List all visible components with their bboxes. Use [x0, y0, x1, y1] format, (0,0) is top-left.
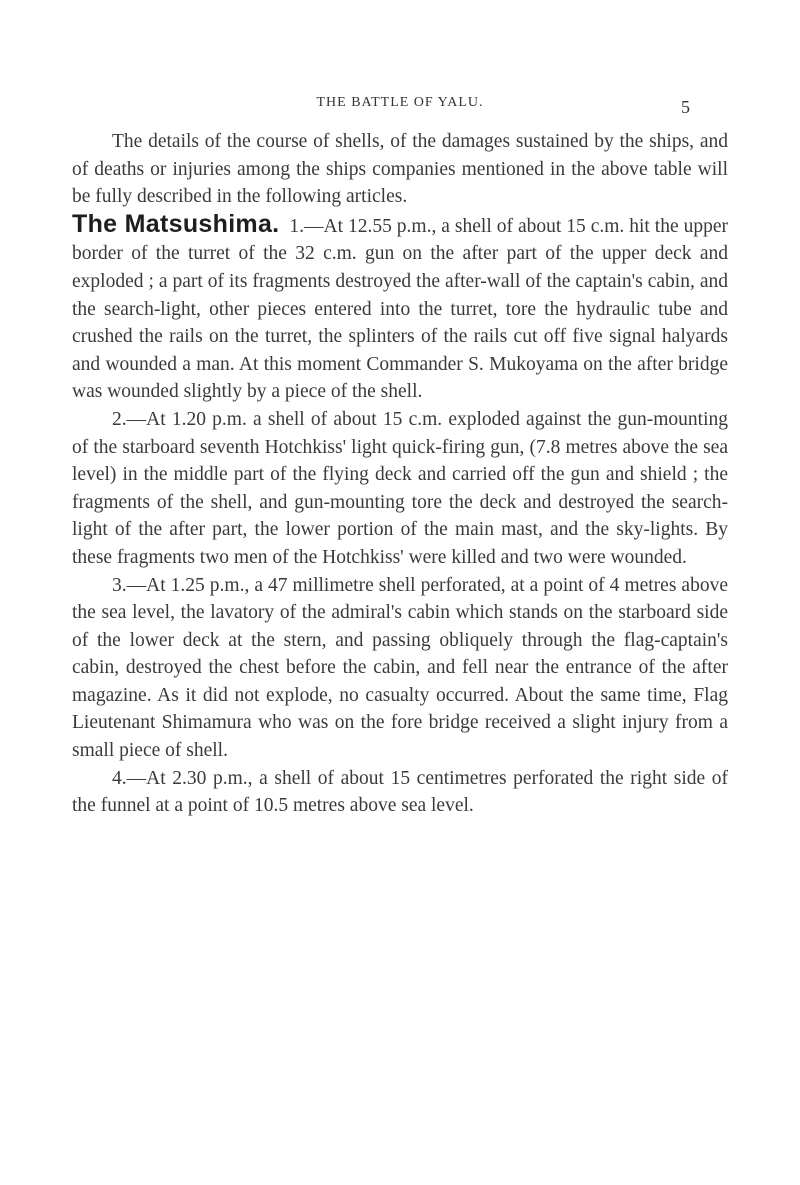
item-4-paragraph: 4.—At 2.30 p.m., a shell of about 15 centimetres perforated the right side of the funnel at a point of 10.5 metres above sea level.	[72, 767, 728, 817]
page-number: 5	[681, 97, 690, 117]
item-1-text: 1.—At 12.55 p.m., a shell of about 15 c.m. hit the upper border of the turret of the 32 c.m. gun on the after part of the upper deck and exploded ; a part of its fragments destroyed the after-wall of the captain's cabin, and the search-light, other pieces entered into the turret, tore the hydraulic tube and crushed the rails on the turret, the splinters of the rails cut off five signal halyards and wounded a man. At this moment Commander S. Mukoyama on the after bridge was wounded slightly by a piece of the shell.	[72, 215, 728, 403]
item-2-paragraph: 2.—At 1.20 p.m. a shell of about 15 c.m. exploded against the gun-mounting of the starboard seventh Hotchkiss' light quick-firing gun, (7.8 metres above the sea level) in the middle part of the flying deck and carried off the gun and shield ; the fragments of the shell, and gun-mounting tore the deck and destroyed the search-light of the after part, the lower portion of the main mast, and the sky-lights. By these fragments two men of the Hotchkiss' were killed and two were wounded.	[72, 408, 728, 568]
ship-heading: The Matsushima.	[72, 209, 280, 238]
intro-paragraph: The details of the course of shells, of the damages sustained by the ships, and of deaths or injuries among the ships companies mentioned in the above table will be fully described in the following articles.	[72, 131, 728, 208]
running-head: THE BATTLE OF YALU.	[316, 95, 484, 110]
item-3-paragraph: 3.—At 1.25 p.m., a 47 millimetre shell perforated, at a point of 4 metres above the sea level, the lavatory of the admiral's cabin which stands on the starboard side of the lower deck at the stern, and passing obliquely through the flag-captain's cabin, destroyed the chest before the cabin, and fell near the entrance of the after magazine. As it did not explode, no casualty occurred. About the same time, Flag Lieutenant Shimamura who was on the fore bridge received a slight injury from a small piece of shell.	[72, 574, 728, 762]
body-text	[72, 128, 728, 820]
item-1-paragraph	[72, 211, 728, 406]
